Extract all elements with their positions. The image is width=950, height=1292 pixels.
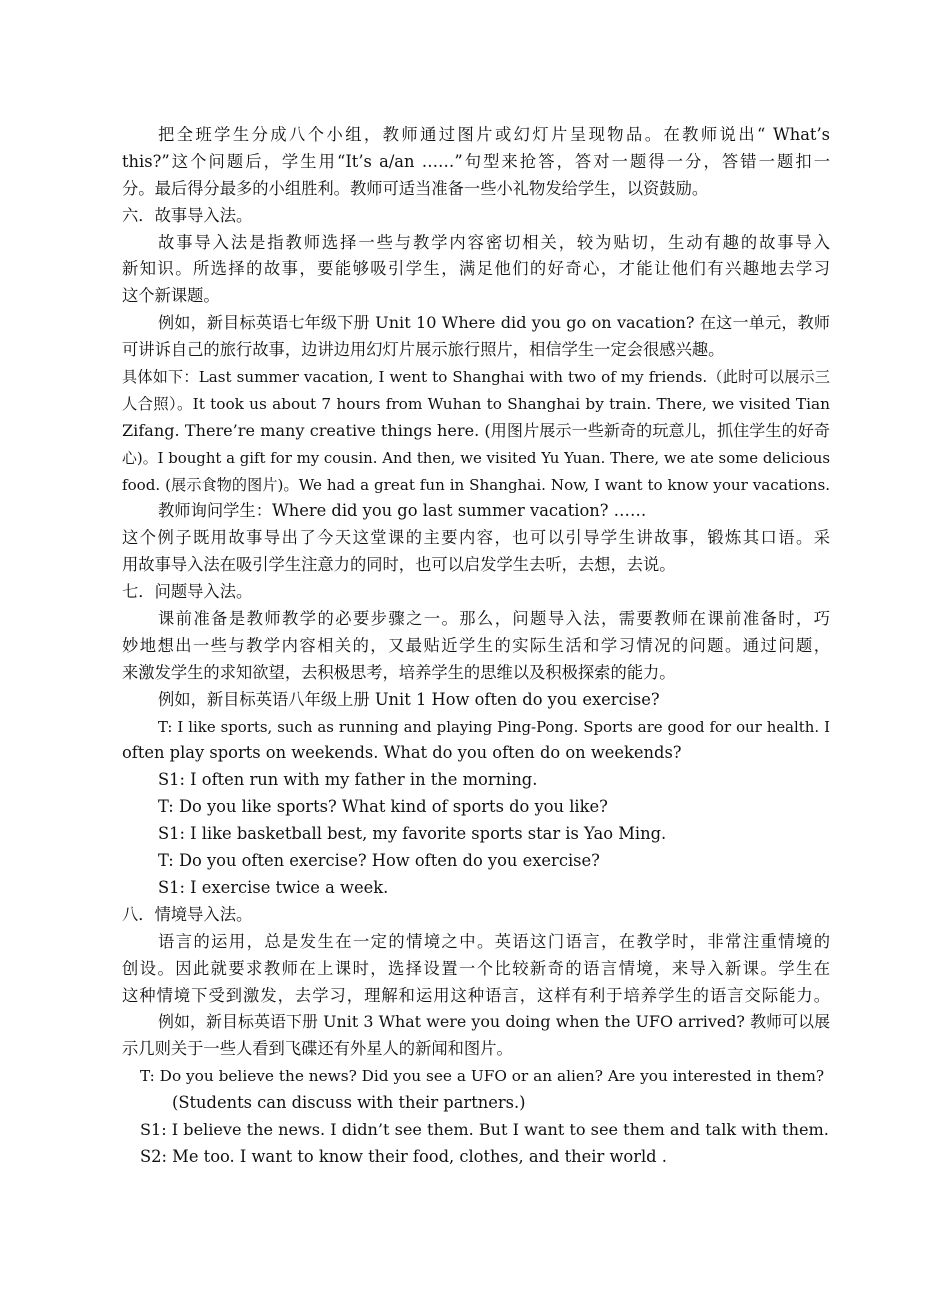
paragraph-line: 例如，新目标英语下册 Unit 3 What were you doing when the UFO arrived? 教师可以展	[158, 1012, 830, 1032]
section-heading: 六．故事导入法。	[122, 205, 253, 225]
dialogue-line: T: Do you believe the news? Did you see a UFO or an alien? Are you interested in them?	[140, 1067, 825, 1086]
paragraph-line: 课前准备是教师教学的必要步骤之一。那么，问题导入法，需要教师在课前准备时，巧	[158, 609, 830, 629]
dialogue-line: T: Do you like sports? What kind of sports do you like?	[158, 797, 608, 817]
paragraph-line: Zifang. There’re many creative things here. (用图片展示一些新奇的玩意儿，抓住学生的好奇	[122, 420, 830, 440]
paragraph-line: 这种情境下受到激发，去学习，理解和运用这种语言，这样有利于培养学生的语言交际能力。	[122, 985, 830, 1005]
paragraph-line: 例如，新目标英语七年级下册 Unit 10 Where did you go on vacation? 在这一单元，教师	[158, 313, 830, 333]
section-heading: 八．情境导入法。	[122, 904, 253, 924]
dialogue-line: T: Do you often exercise? How often do you exercise?	[158, 851, 600, 871]
dialogue-line: S1: I like basketball best, my favorite sports star is Yao Ming.	[158, 824, 667, 844]
paragraph-line: 分。最后得分最多的小组胜利。教师可适当准备一些小礼物发给学生，以资鼓励。	[122, 178, 709, 198]
paragraph-line: 这个例子既用故事导出了今天这堂课的主要内容，也可以引导学生讲故事，锻炼其口语。采	[122, 528, 830, 548]
paragraph-line: 心)。I bought a gift for my cousin. And then, we visited Yu Yuan. There, we ate some delicious	[122, 448, 830, 467]
paragraph-line: 示几则关于一些人看到飞碟还有外星人的新闻和图片。	[122, 1039, 513, 1059]
paragraph-line: 具体如下：Last summer vacation, I went to Shanghai with two of my friends.（此时可以展示三	[122, 368, 830, 387]
paragraph-line: 教师询问学生：Where did you go last summer vacation? ……	[158, 501, 647, 521]
paragraph-line: 故事导入法是指教师选择一些与教学内容密切相关，较为贴切，生动有趣的故事导入	[158, 232, 830, 252]
dialogue-line: often play sports on weekends. What do you often do on weekends?	[122, 743, 682, 763]
paragraph-line: 妙地想出一些与教学内容相关的，又最贴近学生的实际生活和学习情况的问题。通过问题，	[122, 635, 830, 655]
paragraph-line: 语言的运用，总是发生在一定的情境之中。英语这门语言，在教学时，非常注重情境的	[158, 931, 830, 951]
document-page	[122, 122, 830, 1171]
dialogue-line: (Students can discuss with their partners.)	[172, 1093, 526, 1113]
paragraph-line: 用故事导入法在吸引学生注意力的同时，也可以启发学生去听，去想，去说。	[122, 555, 676, 575]
paragraph-line: 可讲诉自己的旅行故事，边讲边用幻灯片展示旅行照片，相信学生一定会很感兴趣。	[122, 340, 725, 360]
paragraph-line: 把全班学生分成八个小组，教师通过图片或幻灯片呈现物品。在教师说出“ What’s	[158, 125, 830, 144]
dialogue-line: S1: I often run with my father in the morning.	[158, 770, 538, 790]
paragraph-line: 人合照）。It took us about 7 hours from Wuhan to Shanghai by train. There, we visited Tian	[122, 394, 830, 413]
paragraph-line: 来激发学生的求知欲望，去积极思考，培养学生的思维以及积极探索的能力。	[122, 662, 676, 682]
dialogue-line: S2: Me too. I want to know their food, clothes, and their world .	[140, 1146, 667, 1166]
dialogue-line: T: I like sports, such as running and playing Ping-Pong. Sports are good for our health. I	[158, 717, 830, 736]
section-heading: 七．问题导入法。	[122, 582, 253, 602]
paragraph-line: 新知识。所选择的故事，要能够吸引学生，满足他们的好奇心，才能让他们有兴趣地去学习	[122, 259, 830, 279]
paragraph-line: 例如，新目标英语八年级上册 Unit 1 How often do you exercise?	[158, 689, 660, 709]
paragraph-line: this?”这个问题后，学生用“It’s a/an ……”句型来抢答，答对一题得一分，答错一题扣一	[122, 151, 830, 171]
paragraph-line: food. (展示食物的图片)。We had a great fun in Shanghai. Now, I want to know your vacations.	[122, 475, 830, 494]
dialogue-line: S1: I exercise twice a week.	[158, 877, 389, 897]
paragraph-line: 这个新课题。	[122, 286, 220, 306]
paragraph-line: 创设。因此就要求教师在上课时，选择设置一个比较新奇的语言情境，来导入新课。学生在	[122, 958, 830, 978]
dialogue-line: S1: I believe the news. I didn’t see them. But I want to see them and talk with them.	[140, 1119, 829, 1139]
